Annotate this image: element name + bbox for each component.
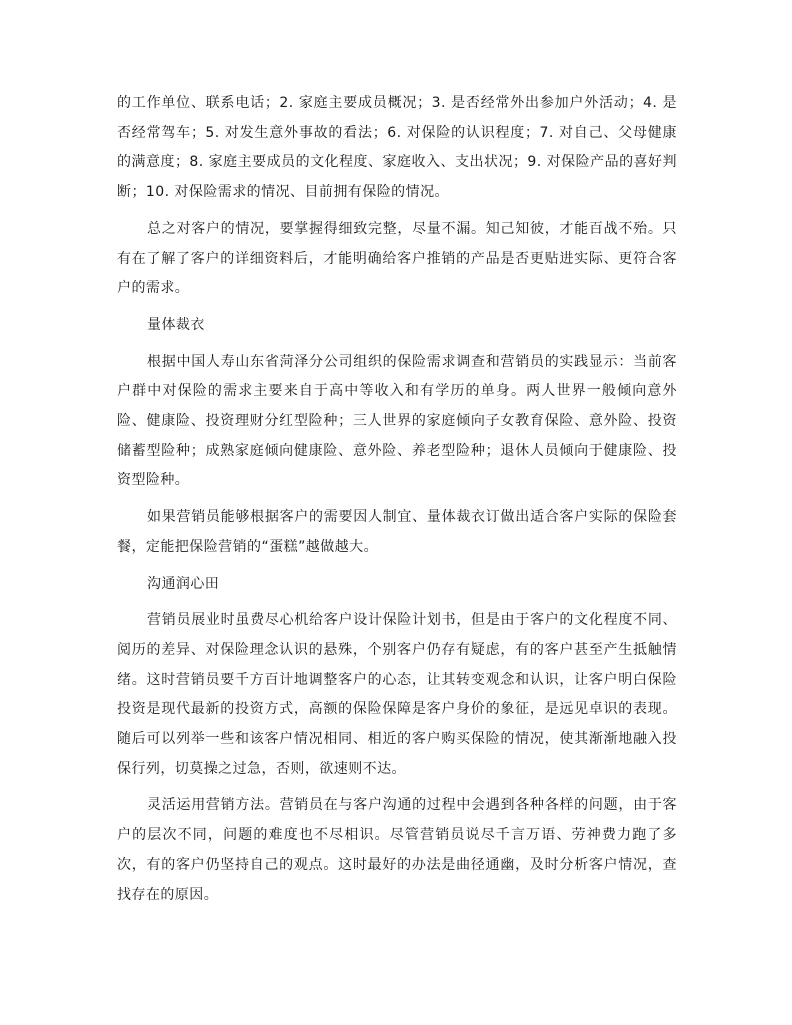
- document-body: [117, 89, 677, 910]
- paragraph-adjust-mindset: 营销员展业时虽费尽心机给客户设计保险计划书，但是由于客户的文化程度不同、阅历的差异、对保险理念认识的悬殊，个别客户仍存有疑虑，有的客户甚至产生抵触情绪。这时营销员要千方百计地调整客户的心态，让其转变观念和认识，让客户明白保险投资是现代最新的投资方式，高额的保险保障是客户身价的象征，是远见卓识的表现。随后可以列举一些和该客户情况相同、相近的客户购买保险的情况，使其渐渐地融入投保行列，切莫操之过急，否则，欲速则不达。: [117, 612, 677, 777]
- section-heading-tailoring: 量体裁衣: [147, 316, 205, 333]
- paragraph-flexible-methods: 灵活运用营销方法。营销员在与客户沟通的过程中会遇到各种各样的问题，由于客户的层次不同，问题的难度也不尽相识。尽管营销员说尽千言万语、劳神费力跑了多次，有的客户仍坚持自己的观点。这时最好的办法是曲径通幽，及时分析客户情况，查找存在的原因。: [117, 797, 677, 903]
- paragraph-know-customer: 总之对客户的情况，要掌握得细致完整，尽量不漏。知己知彼，才能百战不殆。只有在了解了客户的详细资料后，才能明确给客户推销的产品是否更贴进实际、更符合客户的需求。: [117, 220, 677, 297]
- paragraph-contact-items: 的工作单位、联系电话；2. 家庭主要成员概况；3. 是否经常外出参加户外活动；4. 是否经常驾车；5. 对发生意外事故的看法；6. 对保险的认识程度；7. 对自己、父母健康的满意度；8. 家庭主要成员的文化程度、家庭收入、支出状况；9. 对保险产品的喜好判断；10. 对保险需求的情况、目前拥有保险的情况。: [117, 95, 677, 201]
- paragraph-survey-results: 根据中国人寿山东省菏泽分公司组织的保险需求调查和营销员的实践显示：当前客户群中对保险的需求主要来自于高中等收入和有学历的单身。两人世界一般倾向意外险、健康险、投资理财分红型险种；三人世界的家庭倾向子女教育保险、意外险、投资储蓄型险种；成熟家庭倾向健康险、意外险、养老型险种；退休人员倾向于健康险、投资型险种。: [117, 353, 677, 489]
- section-heading-communication: 沟通润心田: [147, 575, 220, 592]
- paragraph-insurance-package: 如果营销员能够根据客户的需要因人制宜、量体裁衣订做出适合客户实际的保险套餐，定能把保险营销的“蛋糕”越做越大。: [117, 509, 677, 555]
